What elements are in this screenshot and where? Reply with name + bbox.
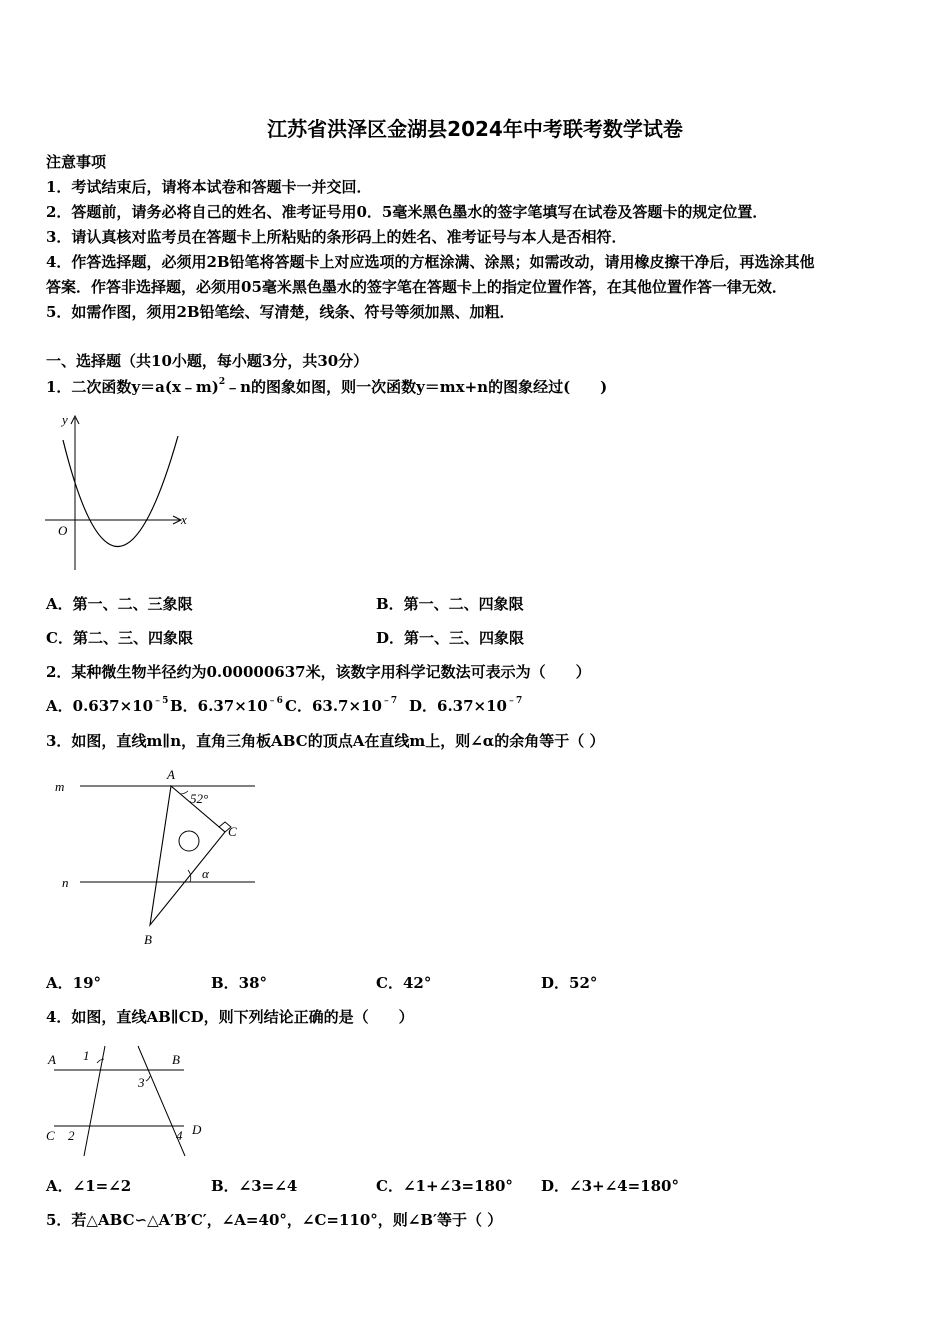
triangle-figure <box>50 765 270 955</box>
notice-item: 1．考试结束后，请将本试卷和答题卡一并交回． <box>46 178 372 196</box>
x-axis-label: x <box>181 512 187 527</box>
option-a: A．19° <box>46 974 102 992</box>
point-c-label: C <box>46 1128 55 1143</box>
option-b: B．∠3=∠4 <box>211 1177 298 1195</box>
parabola-figure <box>40 410 200 575</box>
angle-4-label: 4 <box>176 1128 183 1143</box>
notice-item: 3．请认真核对监考员在答题卡上所粘贴的条形码上的姓名、准考证号与本人是否相符． <box>46 228 627 246</box>
page-title: 江苏省洪泽区金湖县2024年中考联考数学试卷 <box>267 117 683 141</box>
angle-2-label: 2 <box>68 1128 75 1143</box>
option-c: C．$63.7\times 10^{﹣7}$ <box>285 696 398 715</box>
option-a: A．∠1=∠2 <box>46 1177 132 1195</box>
option-d: D．∠3+∠4=180° <box>541 1177 679 1195</box>
option-a: A．$0.637\times 10^{﹣5}$ <box>46 696 169 715</box>
option-d: D．第一、三、四象限 <box>376 629 525 647</box>
question-5: 5．若△ABC∽△A′B′C′，∠A=40°，∠C=110°，则∠B′等于（ ） <box>46 1211 503 1229</box>
question-2: 2．某种微生物半径约为0.00000637米，该数字用科学记数法可表示为（ ） <box>46 663 591 681</box>
option-b: B．38° <box>211 974 268 992</box>
vertex-c-label: C <box>228 824 237 839</box>
section-heading: 一、选择题（共10小题，每小题3分，共30分） <box>46 352 369 370</box>
option-a: A．第一、二、三象限 <box>46 595 193 613</box>
option-c: C．∠1+∠3=180° <box>376 1177 513 1195</box>
line-n-label: n <box>62 875 69 890</box>
point-a-label: A <box>48 1052 56 1067</box>
question-3: 3．如图，直线m∥n，直角三角板ABC的顶点A在直线m上，则∠α的余角等于（ ） <box>46 732 605 750</box>
option-c: C．42° <box>376 974 432 992</box>
notice-item: 4．作答选择题，必须用2B铅笔将答题卡上对应选项的方框涂满、涂黑；如需改动，请用橡皮擦干净后，再选涂其他 <box>46 253 815 271</box>
parallel-lines-figure <box>44 1042 214 1162</box>
point-b-label: B <box>172 1052 180 1067</box>
y-axis-label: y <box>62 412 68 427</box>
option-d: D．52° <box>541 974 598 992</box>
angle-1-label: 1 <box>83 1048 90 1063</box>
line-m-label: m <box>55 779 65 794</box>
vertex-a-label: A <box>167 767 175 782</box>
angle-alpha-label: α <box>202 866 209 881</box>
notice-item: 2．答题前，请务必将自己的姓名、准考证号用0．5毫米黑色墨水的签字笔填写在试卷及答题卡的规定位置． <box>46 203 768 221</box>
notice-heading: 注意事项 <box>46 153 107 171</box>
vertex-b-label: B <box>144 932 152 947</box>
point-d-label: D <box>192 1122 202 1137</box>
angle-3-label: 3 <box>138 1075 145 1090</box>
option-c: C．第二、三、四象限 <box>46 629 193 647</box>
notice-item: 答案．作答非选择题，必须用05毫米黑色墨水的签字笔在答题卡上的指定位置作答，在其他位置作答一律无效． <box>46 278 787 296</box>
angle-52-label: 52° <box>190 791 209 806</box>
question-4: 4．如图，直线AB∥CD，则下列结论正确的是（ ） <box>46 1008 414 1026</box>
question-1: 1．二次函数y＝a(x﹣m)$^2$﹣n的图象如图，则一次函数y＝mx+n的图象经过( ) <box>46 377 608 396</box>
option-b: B．第一、二、四象限 <box>376 595 524 613</box>
option-d: D．$6.37\times 10^{﹣7}$ <box>409 696 523 715</box>
option-b: B．$6.37\times 10^{﹣6}$ <box>170 696 283 715</box>
notice-item: 5．如需作图，须用2B铅笔绘、写清楚，线条、符号等须加黑、加粗． <box>46 303 515 321</box>
origin-label: O <box>58 523 68 538</box>
